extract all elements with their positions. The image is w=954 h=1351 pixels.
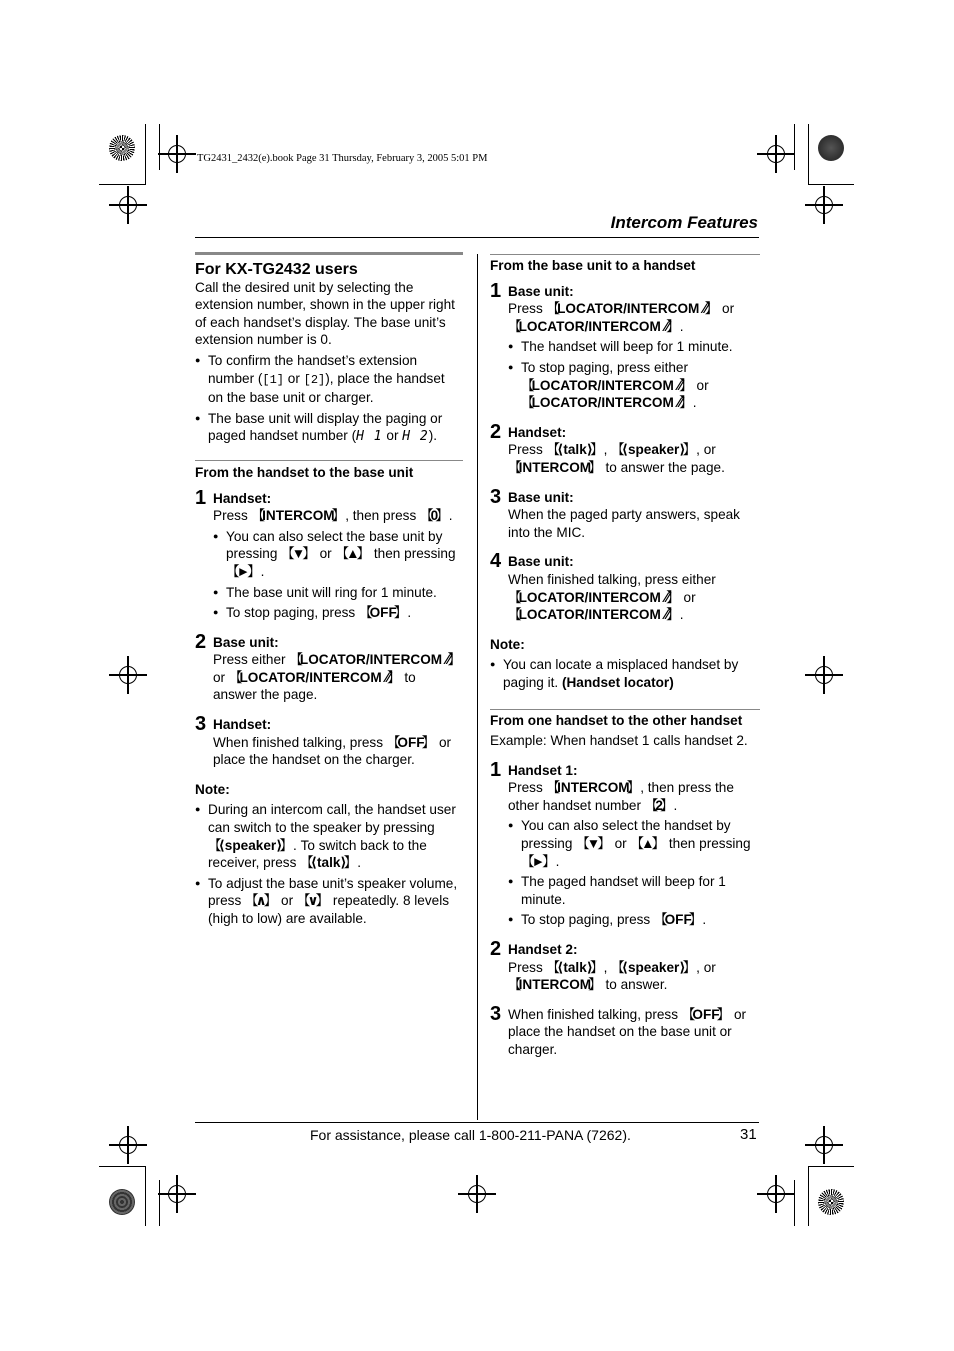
subsection-rule	[490, 254, 760, 255]
speaker-icon: 【 ⟨speaker⟩ 】	[208, 838, 293, 853]
list-item: ● To adjust the base unit’s speaker volume, press 【 ∧ 】 or 【 ∨ 】 repeatedly. 8 levels (high to low) are available.	[195, 875, 463, 928]
subsection-heading: From the base unit to a handset	[490, 258, 696, 273]
up-arrow-icon: 【 ▲ 】	[335, 546, 370, 561]
list-item: ● During an intercom call, the handset user can switch to the speaker by pressing 【 ⟨speaker⟩ 】 . To switch back to the receiver, press 【 ⟨talk⟩ 】 .	[195, 801, 463, 871]
intro-paragraph: Call the desired unit by selecting the extension number, shown in the upper right of each handset’s display. The base unit’s extension number is 0.	[195, 279, 455, 348]
subsection-heading: From one handset to the other handset	[490, 713, 743, 729]
registration-mark-icon	[119, 1136, 137, 1154]
locator-intercom-key: 【 LOCATOR/INTERCOM ⁄⁄ 】	[521, 395, 693, 410]
off-key: 【 OFF 】	[654, 912, 702, 927]
registration-mark-icon	[815, 1136, 833, 1154]
list-item: ● The paged handset will beep for 1 minute.	[508, 873, 760, 908]
handset-step-3: 3 When finished talking, press 【 OFF 】 or place the handset on the base unit or charger.	[490, 1004, 760, 1059]
heading-bar	[195, 252, 463, 255]
zero-key: 【 0 】	[420, 508, 449, 523]
footer-rule	[195, 1122, 759, 1123]
up-arrow-icon: 【 ▲ 】	[630, 836, 665, 851]
intro-bullets	[195, 352, 463, 446]
color-target-icon	[818, 135, 844, 161]
step-1: 1 Base unit: Press 【 LOCATOR/INTERCOM ⁄⁄ 】 or 【 LOCATOR/INTERCOM ⁄⁄ 】 . ● The handset will beep for 1 minute. ● To stop paging, press either 【 LOCATOR/INTERCOM ⁄⁄ 】 or 【 LOCATOR/INTERCOM ⁄⁄ 】 .	[490, 281, 760, 412]
right-arrow-icon: 【 ► 】	[521, 854, 556, 869]
registration-mark-icon	[119, 666, 137, 684]
registration-mark-icon	[168, 145, 186, 163]
page-number: 31	[740, 1126, 757, 1143]
locator-intercom-key: 【 LOCATOR/INTERCOM ⁄⁄ 】	[508, 607, 680, 622]
right-arrow-icon: 【 ► 】	[226, 564, 261, 579]
subsection-rule	[490, 709, 760, 710]
step-2: 2 Handset: Press 【 ⟨talk⟩ 】 , 【 ⟨speaker⟩ 】 , or 【 INTERCOM 】 to answer the page.	[490, 422, 760, 477]
locator-intercom-key: 【 LOCATOR/INTERCOM ⁄⁄ 】	[508, 319, 680, 334]
right-column	[490, 254, 760, 1059]
volume-up-icon: 【 ∧ 】	[245, 893, 277, 908]
note-bullets	[195, 801, 463, 927]
left-column	[195, 252, 463, 928]
color-target-icon	[109, 135, 135, 161]
list-item: ● To stop paging, press 【 OFF 】 .	[508, 911, 760, 929]
list-item: ● The base unit will ring for 1 minute.	[213, 584, 463, 602]
step-2: 2 Base unit: Press either 【 LOCATOR/INTERCOM ⁄⁄ 】 or 【 LOCATOR/INTERCOM ⁄⁄ 】 to answer the page.	[195, 632, 463, 704]
locator-intercom-key: 【 LOCATOR/INTERCOM ⁄⁄ 】	[547, 301, 719, 316]
step-3: 3 Base unit: When the paged party answers, speak into the MIC.	[490, 485, 740, 540]
list-item: ● The base unit will display the paging or paged handset number (H 1 or H 2).	[195, 410, 463, 446]
step-4: 4 Base unit: When finished talking, press either 【 LOCATOR/INTERCOM ⁄⁄ 】 or 【 LOCATOR/INTERCOM ⁄⁄ 】 .	[490, 551, 760, 623]
registration-mark-icon	[815, 666, 833, 684]
section-title: Intercom Features	[610, 213, 758, 232]
handset-step-1: 1 Handset 1: Press 【 INTERCOM 】 , then press the other handset number 【 2 】 . ● You can also select the handset by pressing 【 ▼ 】 or 【 ▲ 】 then pressing 【 ► 】 . ● The paged handset will beep for 1 minute. ● To stop paging, press 【 OFF 】 .	[490, 760, 760, 929]
intercom-key: 【 INTERCOM 】	[252, 508, 346, 523]
locator-intercom-key: 【 LOCATOR/INTERCOM ⁄⁄ 】	[229, 670, 401, 685]
volume-down-icon: 【 ∨ 】	[297, 893, 329, 908]
intercom-key: 【 INTERCOM 】	[547, 780, 641, 795]
note-bullets	[490, 656, 760, 691]
off-key: 【 OFF 】	[387, 735, 435, 750]
down-arrow-icon: 【 ▼ 】	[576, 836, 611, 851]
intercom-key: 【 INTERCOM 】	[508, 977, 602, 992]
talk-icon: 【 ⟨talk⟩ 】	[547, 960, 604, 975]
subsection-heading: From the handset to the base unit	[195, 464, 414, 480]
handset-step-2: 2 Handset 2: Press 【 ⟨talk⟩ 】 , 【 ⟨speaker⟩ 】 , or 【 INTERCOM 】 to answer.	[490, 939, 760, 994]
registration-mark-icon	[168, 1185, 186, 1203]
registration-mark-icon	[767, 145, 785, 163]
down-arrow-icon: 【 ▼ 】	[281, 546, 316, 561]
note-label: Note:	[490, 636, 525, 652]
registration-mark-icon	[767, 1185, 785, 1203]
color-target-icon	[818, 1189, 844, 1215]
list-item: ● You can also select the base unit by pressing 【 ▼ 】 or 【 ▲ 】 then pressing 【 ► 】 .	[213, 528, 463, 581]
list-item: ● To stop paging, press either 【 LOCATOR/INTERCOM ⁄⁄ 】 or 【 LOCATOR/INTERCOM ⁄⁄ 】 .	[508, 359, 760, 412]
off-key: 【 OFF 】	[359, 605, 407, 620]
example-text: Example: When handset 1 calls handset 2.	[490, 733, 748, 749]
list-item: ● You can locate a misplaced handset by paging it. (Handset locator)	[490, 656, 760, 691]
list-item: ● You can also select the handset by pressing 【 ▼ 】 or 【 ▲ 】 then pressing 【 ► 】 .	[508, 817, 760, 870]
speaker-icon: 【 ⟨speaker⟩ 】	[611, 442, 696, 457]
registration-mark-icon	[119, 196, 137, 214]
registration-mark-icon	[468, 1185, 486, 1203]
note-label: Note:	[195, 781, 230, 797]
color-target-icon	[109, 1189, 135, 1215]
speaker-icon: 【 ⟨speaker⟩ 】	[611, 960, 696, 975]
step-3: 3 Handset: When finished talking, press 【 OFF 】 or place the handset on the charger.	[195, 714, 463, 769]
subsection-rule	[195, 460, 463, 461]
off-key: 【 OFF 】	[682, 1007, 730, 1022]
section-heading: For KX-TG2432 users	[195, 261, 358, 278]
header-rule	[195, 237, 759, 238]
assistance-line: For assistance, please call 1-800-211-PANA (7262).	[310, 1127, 631, 1143]
registration-mark-icon	[815, 196, 833, 214]
list-item: ● The handset will beep for 1 minute.	[508, 338, 760, 356]
locator-intercom-key: 【 LOCATOR/INTERCOM ⁄⁄ 】	[289, 652, 461, 667]
talk-icon: 【 ⟨talk⟩ 】	[547, 442, 604, 457]
step-1: 1 Handset: Press 【 INTERCOM 】 , then press 【 0 】 . ● You can also select the base unit by pressing 【 ▼ 】 or 【 ▲ 】 then pressing 【 ► 】 . ● The base unit will ring for 1 minute. ● To stop paging, press 【 OFF 】 .	[195, 488, 463, 622]
list-item: ● To confirm the handset’s extension number ([1] or [2]), place the handset on the base unit or charger.	[195, 352, 463, 407]
intercom-key: 【 INTERCOM 】	[508, 460, 602, 475]
two-key: 【 2 】	[645, 798, 674, 813]
locator-intercom-key: 【 LOCATOR/INTERCOM ⁄⁄ 】	[508, 590, 680, 605]
locator-intercom-key: 【 LOCATOR/INTERCOM ⁄⁄ 】	[521, 378, 693, 393]
list-item: ● To stop paging, press 【 OFF 】 .	[213, 604, 463, 622]
talk-icon: 【 ⟨talk⟩ 】	[300, 855, 357, 870]
book-file-line: TG2431_2432(e).book Page 31 Thursday, February 3, 2005 5:01 PM	[197, 153, 488, 164]
column-divider	[477, 254, 478, 1120]
